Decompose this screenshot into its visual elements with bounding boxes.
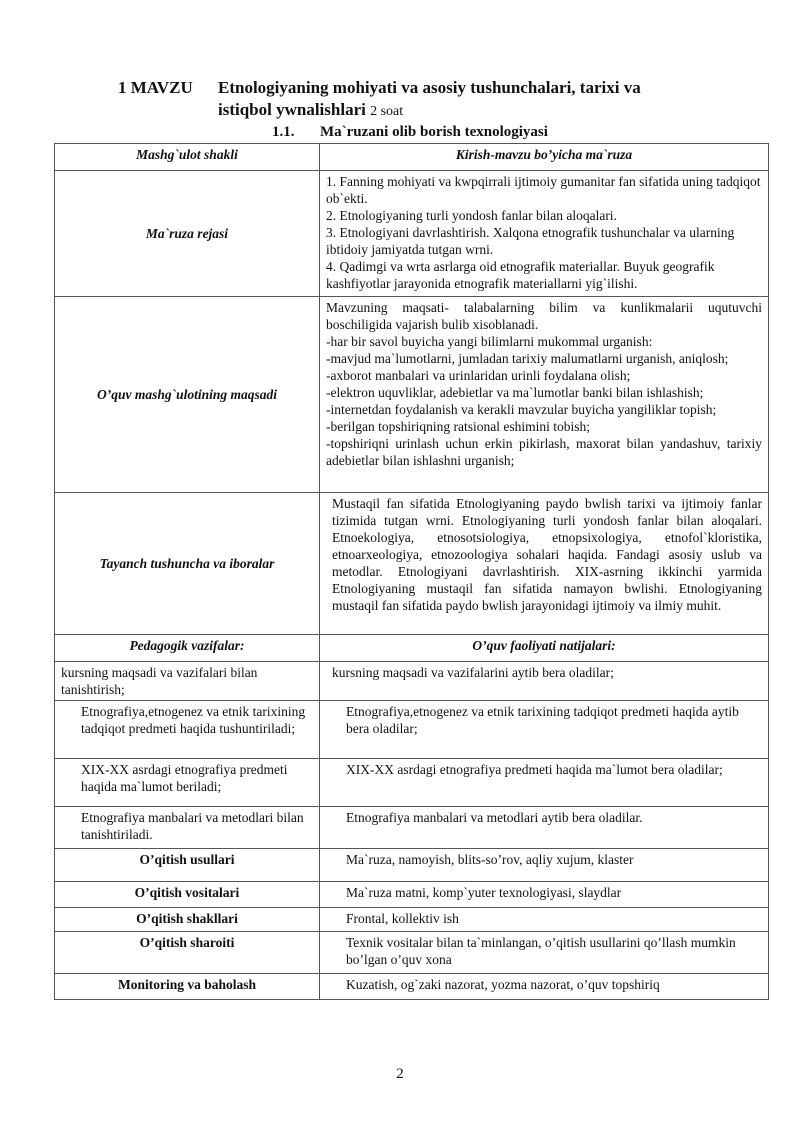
goal-line: -mavjud ma`lumotlarni, jumladan tarixiy malumatlarni urganish, aniqlosh; (326, 351, 729, 366)
concepts-row (55, 493, 769, 635)
pedagogic-header-row (55, 635, 769, 662)
goal-line: -axborot manbalari va urinlaridan urinli foydalana olish; (326, 368, 631, 383)
task-left: kursning maqsadi va vazifalari bilan tanishtirish; (55, 662, 320, 701)
method-value: Ma`ruza matni, komp`yuter texnologiyasi, slaydlar (320, 882, 769, 908)
method-value: Texnik vositalar bilan ta`minlangan, o’qitish usullarini qo’llash mumkin bo’lgan o’quv xona (320, 932, 769, 974)
task-right: Etnografiya manbalari va metodlari aytib bera oladilar. (320, 807, 769, 849)
section-subtitle (272, 124, 548, 141)
plan-item: 3. Etnologiyani davrlashtirish. Xalqona etnografik tushunchalar va ularning ibtidoiy jamiyatda tutgan wrni. (326, 225, 735, 257)
page-number: 2 (396, 1066, 404, 1082)
method-row (55, 932, 769, 974)
task-row (55, 662, 769, 701)
goal-content (320, 297, 769, 493)
method-value: Kuzatish, og`zaki nazorat, yozma nazorat, o’quv topshiriq (320, 974, 769, 1000)
method-row (55, 882, 769, 908)
method-value: Ma`ruza, namoyish, blits-so’rov, aqliy xujum, klaster (320, 849, 769, 882)
title-hours: 2 soat (370, 104, 404, 119)
task-right: Etnografiya,etnogenez va etnik tarixining tadqiqot predmeti haqida aytib bera oladilar; (320, 701, 769, 759)
plan-item: 4. Qadimgi va wrta asrlarga oid etnografik materiallar. Buyuk geografik kashfiyotlar jarayonida etnografik materiallarni yig`ilishi. (326, 259, 715, 291)
task-right: kursning maqsadi va vazifalarini aytib bera oladilar; (320, 662, 769, 701)
pedagogic-header-left: Pedagogik vazifalar: (55, 635, 320, 662)
section-number: 1.1. (272, 124, 295, 140)
goal-label: O’quv mashg`ulotining maqsadi (55, 297, 320, 493)
goal-line: -elektron uquvliklar, adebietlar va ma`lumotlar banki bilan ishlashish; (326, 385, 704, 400)
topic-number: 1 MAVZU (118, 78, 193, 97)
concepts-label: Tayanch tushuncha va iboralar (55, 493, 320, 635)
method-label: Monitoring va baholash (55, 974, 320, 1000)
method-row (55, 908, 769, 932)
method-label: O’qitish shakllari (55, 908, 320, 932)
task-row (55, 807, 769, 849)
goal-line: -internetdan foydalanish va kerakli mavzular buyicha yangiliklar topish; (326, 402, 717, 417)
goal-line: -har bir savol buyicha yangi bilimlarni mukommal urganish: (326, 334, 653, 349)
method-label: O’qitish vositalari (55, 882, 320, 908)
plan-item: 1. Fanning mohiyati va kwpqirrali ijtimoiy gumanitar fan sifatida uning tadqiqot ob`ekti. (326, 174, 761, 206)
goal-line: -berilgan topshiriqning ratsional eshimini tobish; (326, 419, 590, 434)
goal-line: Mavzuning maqsati- talabalarning bilim va kunlikmalarii uqutuvchi boschiligida vajarish bulib xisoblanadi. (326, 300, 762, 332)
method-label: O’qitish sharoiti (55, 932, 320, 974)
lecture-technology-table (54, 143, 769, 1000)
task-right: XIX-XX asrdagi etnografiya predmeti haqida ma`lumot bera oladilar; (320, 759, 769, 807)
task-left: Etnografiya manbalari va metodlari bilan tanishtiriladi. (55, 807, 320, 849)
plan-item: 2. Etnologiyaning turli yondosh fanlar bilan aloqalari. (326, 208, 617, 223)
plan-row (55, 171, 769, 297)
goal-row (55, 297, 769, 493)
concepts-content: Mustaqil fan sifatida Etnologiyaning paydo bwlish tarixi va ijtimoiy fanlar tizimida tutgan wrni. Etnologiyaning turli yondosh fanlar bilan aloqalari. Etnoekologiya, etnosotsiologiya, etnopsixologiya, etnofol`kloristika, etnoarxeologiya, etnozoologiya sohalari haqida. Fandagi asosiy uslub va metodlar. Etnologiyani davrlashtirish. XIX-asrning ikkinchi yarmida Etnologiyaning mustaqil fan sifatida namayon bwlishi. Etnologiyaning mustaqil fan sifatida paydo bwlish jarayonidagi ijtimoiy va ilmiy muhit. (320, 493, 769, 635)
task-row (55, 701, 769, 759)
method-row (55, 974, 769, 1000)
task-row (55, 759, 769, 807)
title-line-1: Etnologiyaning mohiyati va asosiy tushunchalari, tarixi va (218, 78, 641, 97)
table-header-row (55, 144, 769, 171)
goal-line: -topshiriqni urinlash uchun erkin pikirlash, maxorat bilan yandashuv, tarixiy adebietlar bilan ishlashni urganish; (326, 436, 762, 468)
task-left: XIX-XX asrdagi etnografiya predmeti haqida ma`lumot beriladi; (55, 759, 320, 807)
header-right: Kirish-mavzu bo’yicha ma`ruza (320, 144, 769, 171)
title-line-2: istiqbol ywnalishlari (218, 100, 366, 119)
method-value: Frontal, kollektiv ish (320, 908, 769, 932)
section-title: Ma`ruzani olib borish texnologiyasi (320, 124, 548, 140)
method-row (55, 849, 769, 882)
task-left: Etnografiya,etnogenez va etnik tarixining tadqiqot predmeti haqida tushuntiriladi; (55, 701, 320, 759)
method-label: O’qitish usullari (55, 849, 320, 882)
plan-label: Ma`ruza rejasi (55, 171, 320, 297)
header-left: Mashg`ulot shakli (55, 144, 320, 171)
plan-content (320, 171, 769, 297)
document-title (118, 77, 738, 123)
pedagogic-header-right: O’quv faoliyati natijalari: (320, 635, 769, 662)
